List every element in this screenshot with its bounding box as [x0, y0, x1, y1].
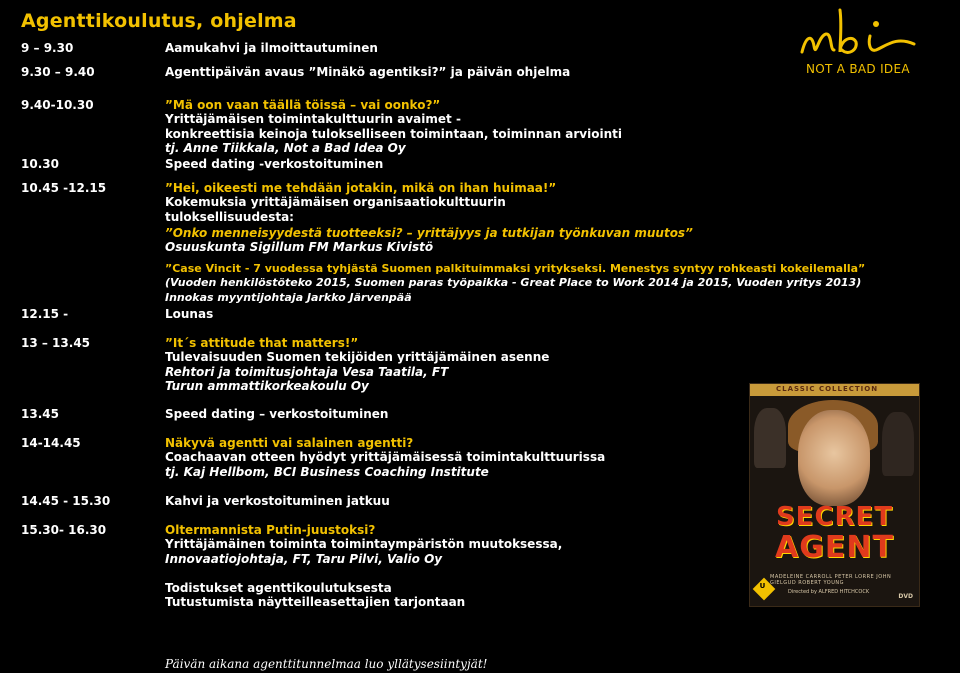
logo-tagline: NOT A BAD IDEA — [806, 62, 910, 76]
poster-title-line1: SECRET — [775, 502, 894, 532]
time-slot: 10.45 -12.15 — [21, 181, 107, 195]
time-slot: 12.15 - — [21, 307, 69, 321]
agenda-item: Aamukahvi ja ilmoittautuminen — [165, 41, 378, 55]
poster-title-line2: AGENT — [775, 530, 894, 565]
agenda-item: Speed dating -verkostoituminen — [165, 157, 384, 171]
time-slot: 9.40-10.30 — [21, 98, 94, 112]
agenda-item: ”Hei, oikeesti me tehdään jotakin, mikä on ihan huimaa!” Kokemuksia yrittäjämäisen organisaatiokulttuurin tuloksellisuudesta: — [165, 181, 557, 224]
time-slot: 10.30 — [21, 157, 59, 171]
time-slot: 15.30- 16.30 — [21, 523, 107, 537]
agenda-subitem: ”Case Vincit - 7 vuodessa tyhjästä Suomen palkituimmaksi yritykseksi. Menestys syntyy rohkeasti kokeilemalla” (Vuoden henkilöstöteko 2015, Suomen paras työpaikka - Great Place to Work 2014 ja 2015, Vuoden yritys 2013) Innokas myyntijohtaja Jarkko Järvenpää — [165, 262, 866, 304]
footer-note: Päivän aikana agenttitunnelmaa luo yllätysesiintyjät! — [165, 657, 488, 671]
poster-figure-left — [754, 408, 786, 468]
agenda-item: ”Mä oon vaan täällä töissä – vai oonko?” Yrittäjämäisen toimintakulttuurin avaimet - konkreettisia keinoja tulokselliseen toimintaan, toiminnan arviointi tj. Anne Tiikkala, Not a Bad Idea Oy — [165, 98, 622, 156]
time-slot: 14-14.45 — [21, 436, 81, 450]
agenda-item: Agenttipäivän avaus ”Minäkö agentiksi?” ja päivän ohjelma — [165, 65, 571, 79]
agenda-item: Speed dating – verkostoituminen — [165, 407, 389, 421]
poster-face — [798, 410, 870, 506]
agenda-item: Kahvi ja verkostoituminen jatkuu — [165, 494, 390, 508]
agenda-item: Oltermannista Putin-juustoksi? Yrittäjämäinen toiminta toimintaympäristön muutoksessa, Innovaatiojohtaja, FT, Taru Pilvi, Valio Oy — [165, 523, 563, 566]
poster-figure-right — [882, 412, 914, 476]
dvd-logo: DVD — [898, 593, 913, 600]
page-title: Agenttikoulutus, ohjelma — [21, 10, 297, 32]
poster-banner: CLASSIC COLLECTION — [750, 384, 919, 396]
secret-agent-poster — [749, 383, 920, 607]
time-slot: 9 – 9.30 — [21, 41, 74, 55]
rating-badge: U — [753, 578, 776, 601]
time-slot: 14.45 - 15.30 — [21, 494, 111, 508]
agenda-item: ”It´s attitude that matters!” Tulevaisuuden Suomen tekijöiden yrittäjämäinen asenne Rehtori ja toimitusjohtaja Vesa Taatila, FT Turun ammattikorkeakoulu Oy — [165, 336, 550, 394]
agenda-subitem: Todistukset agenttikoulutuksesta Tutustumista näytteilleasettajien tarjontaan — [165, 581, 466, 610]
agenda-subitem: ”Onko menneisyydestä tuotteeksi? – yrittäjyys ja tutkijan työnkuvan muutos” Osuuskunta Sigillum FM Markus Kivistö — [165, 226, 693, 255]
time-slot: 9.30 – 9.40 — [21, 65, 95, 79]
poster-cast: MADELEINE CARROLL PETER LORRE JOHN GIELGUD ROBERT YOUNG — [770, 574, 892, 586]
agenda-item: Näkyvä agentti vai salainen agentti? Coachaavan otteen hyödyt yrittäjämäisessä toimintakulttuurissa tj. Kaj Hellbom, BCI Business Coaching Institute — [165, 436, 606, 479]
time-slot: 13.45 — [21, 407, 59, 421]
agenda-item: Lounas — [165, 307, 214, 321]
time-slot: 13 – 13.45 — [21, 336, 91, 350]
poster-director: Directed by ALFRED HITCHCOCK — [788, 589, 870, 595]
